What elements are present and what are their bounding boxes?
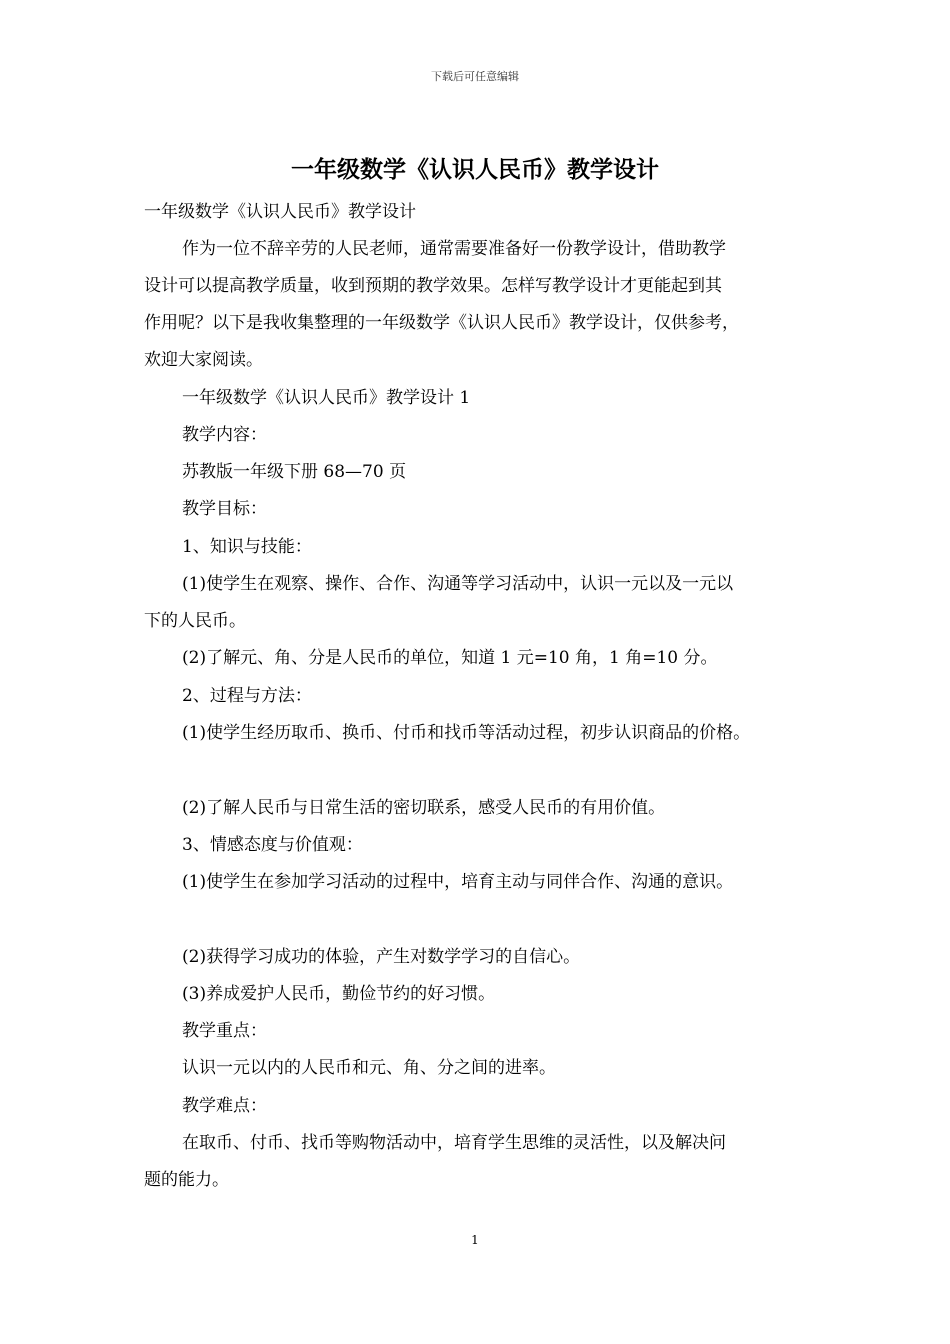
text-line: 一年级数学《认识人民币》教学设计 [144,202,416,222]
text-line: 题的能力。 [144,1170,229,1190]
text-line: 在取币、付币、找币等购物活动中，培育学生思维的灵活性，以及解决问 [182,1133,726,1153]
text-line: (2)了解元、角、分是人民币的单位，知道 1 元=10 角，1 角=10 分。 [182,648,718,668]
text-line: 教学重点： [182,1021,267,1041]
text-line: 下的人民币。 [144,611,246,631]
text-line: 教学难点： [182,1096,267,1116]
text-line: 1、知识与技能： [182,537,312,557]
text-line: 3、情感态度与价值观： [182,835,363,855]
text-line: (1)使学生在观察、操作、合作、沟通等学习活动中，认识一元以及一元以 [182,574,734,594]
text-line: 欢迎大家阅读。 [144,350,263,370]
text-line: 作为一位不辞辛劳的人民老师，通常需要准备好一份教学设计，借助教学 [182,239,726,259]
text-line: 认识一元以内的人民币和元、角、分之间的进率。 [182,1058,556,1078]
text-line: (2)获得学习成功的体验，产生对数学学习的自信心。 [182,947,581,967]
text-line: (1)使学生在参加学习活动的过程中，培育主动与同伴合作、沟通的意识。 [182,872,734,892]
text-line: 教学目标： [182,499,267,519]
text-line: (1)使学生经历取币、换币、付币和找币等活动过程，初步认识商品的价格。 [182,723,751,743]
text-line: 作用呢？以下是我收集整理的一年级数学《认识人民币》教学设计，仅供参考， [144,313,739,333]
text-line: 教学内容： [182,425,267,445]
page-number: 1 [471,1233,479,1247]
text-line: (3)养成爱护人民币，勤俭节约的好习惯。 [182,984,496,1004]
text-line: 设计可以提高教学质量，收到预期的教学效果。怎样写教学设计才更能起到其 [144,276,722,296]
text-line: 2、过程与方法： [182,686,312,706]
text-line: 苏教版一年级下册 68—70 页 [182,462,407,482]
text-line: 一年级数学《认识人民币》教学设计 1 [182,388,471,408]
header-note: 下载后可任意编辑 [431,70,519,83]
text-line: (2)了解人民币与日常生活的密切联系，感受人民币的有用价值。 [182,798,666,818]
page-title: 一年级数学《认识人民币》教学设计 [291,156,659,183]
